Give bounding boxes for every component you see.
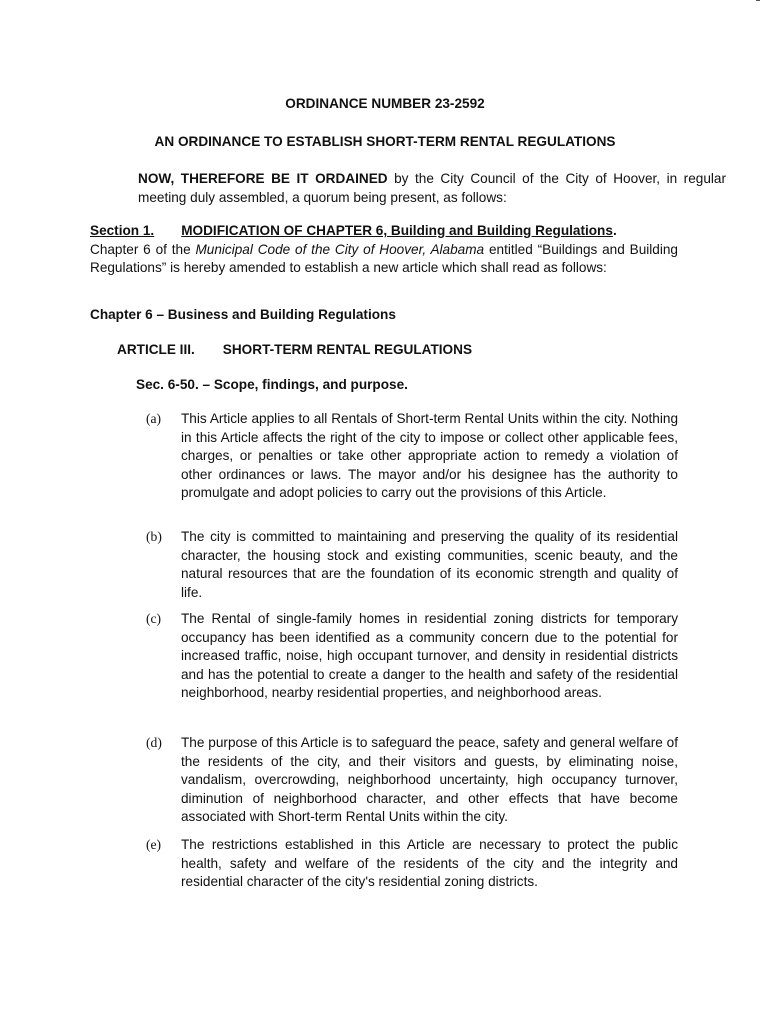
section-1-heading: MODIFICATION OF CHAPTER 6, Building and Building Regulations — [181, 223, 613, 238]
preamble-paragraph — [90, 170, 726, 207]
section-1-heading-period: . — [612, 223, 617, 238]
article-heading — [117, 341, 472, 360]
item-text: The purpose of this Article is to safeguard the peace, safety and general welfare of the residents of the city, and their visitors and guests, by eliminating noise, vandalism, overcrowding, neighborhood uncertainty, high occupancy turnover, diminution of neighborhood character, and other effects that have become associated with Short-term Rental Units within the city. — [181, 735, 678, 824]
article-title: SHORT-TERM RENTAL REGULATIONS — [222, 342, 473, 357]
section-1-text-after: entitled “Buildings and Building Regulations” is hereby amended to establish a new article which shall read as follows: — [90, 241, 678, 275]
item-letter: (b) — [146, 529, 162, 544]
preamble-bold-lead: NOW, THEREFORE BE IT ORDAINED — [138, 171, 388, 186]
list-item — [146, 610, 678, 703]
item-text: The city is committed to maintaining and preserving the quality of its residential character, the housing stock and existing communities, scenic beauty, and the natural resources that are the foundation of its economic strength and quality of life. — [181, 529, 678, 600]
item-text: The Rental of single-family homes in residential zoning districts for temporary occupancy has been identified as a community concern due to the potential for increased traffic, noise, high occupant turnover, and density in residential districts and has the potential to create a danger to the health and safety of the residential neighborhood, nearby residential properties, and neighborhood areas. — [181, 611, 678, 700]
section-1-label: Section 1. — [90, 223, 155, 238]
ordinance-subtitle: AN ORDINANCE TO ESTABLISH SHORT-TERM RENTAL REGULATIONS — [154, 134, 616, 149]
ordinance-number-title: ORDINANCE NUMBER 23-2592 — [285, 96, 485, 111]
section-1-paragraph — [90, 222, 678, 278]
article-number: ARTICLE III. — [117, 342, 195, 357]
sec-6-50-heading: Sec. 6-50. – Scope, findings, and purpose. — [136, 377, 408, 392]
item-letter: (e) — [146, 837, 162, 852]
item-text: The restrictions established in this Article are necessary to protect the public health, safety and welfare of the residents of the city and the integrity and residential character of the city's residential zoning districts. — [181, 837, 678, 889]
chapter-heading: Chapter 6 – Business and Building Regulations — [90, 307, 396, 322]
preamble-text: by the City Council of the City of Hoover, in regular meeting duly assembled, a quorum being present, as follows: — [138, 171, 726, 205]
item-text: This Article applies to all Rentals of Short-term Rental Units within the city. Nothing in this Article affects the right of the city to impose or collect other applicable fees, charges, or penalties or take other appropriate action to remedy a violation of other ordinances or laws. The mayor and/or his designee has the authority to promulgate and adopt policies to carry out the provisions of this Article. — [181, 411, 678, 500]
section-1-text-before: Chapter 6 of the — [90, 241, 196, 257]
municipal-code-title: Municipal Code of the City of Hoover, Alabama — [195, 241, 485, 257]
list-item — [146, 410, 678, 503]
item-letter: (c) — [146, 611, 162, 626]
item-letter: (d) — [146, 735, 162, 750]
item-letter: (a) — [146, 411, 162, 426]
list-item — [146, 528, 678, 602]
list-item — [146, 734, 678, 827]
list-item — [146, 836, 678, 892]
scan-mark — [756, 0, 760, 1]
